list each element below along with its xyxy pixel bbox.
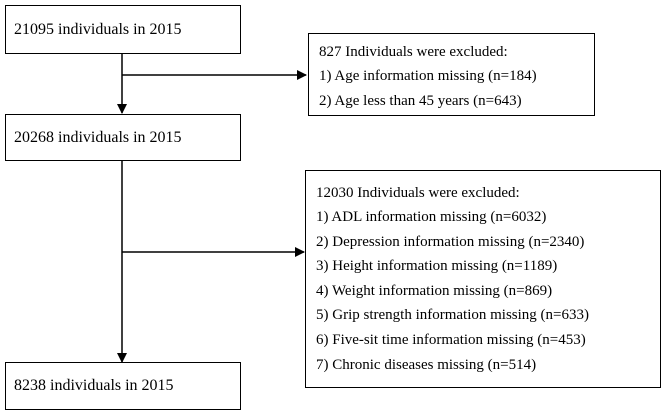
exclusion-item: 6) Five-sit time information missing (n=453) [316, 331, 586, 348]
step-label-3: 8238 individuals in 2015 [14, 377, 174, 394]
step-label-1: 21095 individuals in 2015 [14, 20, 182, 38]
exclusion-box-2 [305, 170, 661, 388]
exclusion-title-1: 827 Individuals were excluded: [319, 44, 508, 60]
step-box-2 [5, 114, 241, 161]
step-label-2: 20268 individuals in 2015 [14, 128, 182, 146]
exclusion-item: 5) Grip strength information missing (n=633) [316, 307, 590, 324]
exclusion-box-1 [308, 33, 595, 116]
exclusion-item: 3) Height information missing (n=1189) [316, 258, 558, 275]
exclusion-item: 2) Depression information missing (n=2340) [316, 233, 585, 250]
exclusion-item: 7) Chronic diseases missing (n=514) [316, 356, 537, 373]
exclusion-item: 1) Age information missing (n=184) [319, 68, 537, 84]
exclusion-item: 4) Weight information missing (n=869) [316, 282, 553, 299]
exclusion-title-2: 12030 Individuals were excluded: [316, 185, 520, 201]
step-box-3 [5, 362, 241, 410]
exclusion-item: 2) Age less than 45 years (n=643) [319, 93, 522, 109]
exclusion-item: 1) ADL information missing (n=6032) [316, 209, 547, 225]
step-box-1 [5, 5, 241, 54]
